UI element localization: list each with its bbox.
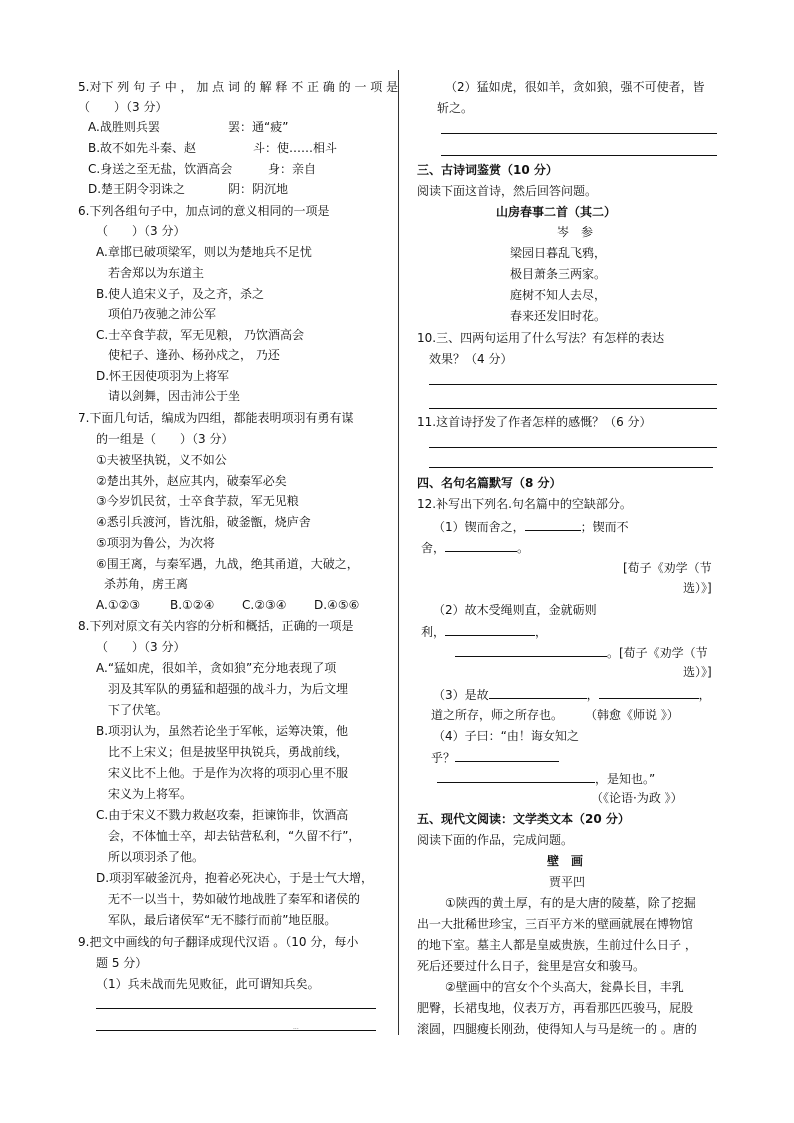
essay-author: 贾平凹 <box>549 875 586 889</box>
q5-option-a: A.战胜则兵罢 罢：通“疲” <box>88 120 289 134</box>
fill4-source: （《论语·为政 》） <box>591 791 683 805</box>
fill4-line2: 乎？ <box>431 747 559 767</box>
poem-author: 岑 参 <box>557 225 594 239</box>
q5-stem: 5.对下 列 句 子 中 ， 加 点 词 的 解 释 不 正 确 的 一 项 是 <box>78 80 399 94</box>
q5-paren: （ ）（3 分） <box>78 100 168 114</box>
fill3-blank-2[interactable] <box>599 684 699 699</box>
q9-answer-line-2[interactable] <box>96 1030 376 1031</box>
essay-p2-line2: 肥臀，长裙曳地，仪表万方，再看那匹匹骏马，屁股 <box>417 1001 694 1015</box>
q7-stem: 7.下面几句话，编成为四组，都能表明项羽有勇有谋 <box>78 411 354 425</box>
q10-answer-line-1[interactable] <box>429 384 717 385</box>
q7-item-5: ⑤项羽为鲁公，为次将 <box>96 536 215 550</box>
q8-option-d-1: D.项羽军破釜沉舟，抱着必死决心，于是士气大增， <box>96 871 374 885</box>
q5-option-b: B.故不如先斗秦、赵 斗：使……相斗 <box>88 141 338 155</box>
q9-stem2: 题 5 分） <box>96 956 148 970</box>
fill2-line2: 利， ， <box>421 621 547 641</box>
fill3-line2: 道之所存，师之所存也。 （韩愈《师说 》） <box>431 708 679 722</box>
fill1-source-1: [荀子《劝学（节 <box>623 561 712 575</box>
section5-title: 五、现代文阅读：文学类文本（20 分） <box>417 812 630 826</box>
q7-item-6: ⑥围王离，与秦军遇，九战，绝其甬道，大破之， <box>96 557 359 571</box>
fill3-line1: （3）是故 ， ， <box>433 684 711 704</box>
q7-item-1: ①夫被坚执锐，义不如公 <box>96 453 227 467</box>
q6-option-a-2: 若舍郑以为东道主 <box>108 266 205 280</box>
fill1-source-2: 选）》] <box>683 581 712 595</box>
q11-stem: 11.这首诗抒发了作者怎样的感慨？（6 分） <box>417 415 652 429</box>
fill2-line1: （2）故木受绳则直，金就砺则 <box>433 603 597 617</box>
fill1-blank-2[interactable] <box>445 537 517 552</box>
section5-intro: 阅读下面的作品，完成问题。 <box>417 833 574 847</box>
q6-option-d-1: D.怀王因使项羽为上将军 <box>96 369 230 383</box>
q7-item-3: ③今岁饥民贫，士卒食芋菽，军无见粮 <box>96 494 299 508</box>
q9-sub2-line2: 斩之。 <box>437 101 474 115</box>
q6-option-c-2: 使杞子、逢孙、杨孙戍之， 乃还 <box>108 348 280 362</box>
q8-option-b-2: 比不上宋义；但是披坚甲执锐兵，勇战前线， <box>108 745 349 759</box>
fill4-blank-2[interactable] <box>437 768 595 783</box>
fill1-blank-1[interactable] <box>525 516 581 531</box>
q8-option-b-1: B.项羽认为，虽然若论坐于军帐，运筹决策，他 <box>96 724 349 738</box>
q8-paren: （ ）（3 分） <box>96 640 186 654</box>
essay-p2-line3: 滚圆，四腿瘦长刚劲，使得知人与马是统一的 。唐的 <box>417 1022 697 1036</box>
poem-line-1: 梁园日暮乱飞鸦， <box>510 246 607 260</box>
fill3-blank-1[interactable] <box>489 684 587 699</box>
essay-p1-line4: 死后还要过什么日子，瓮里是宫女和骏马。 <box>417 959 646 973</box>
q10-answer-line-2[interactable] <box>429 408 717 409</box>
q9-answer-line-1[interactable] <box>96 1008 376 1009</box>
fill2-line3: 。[荀子《劝学（节 <box>455 642 708 662</box>
stray-mark: ... <box>293 1024 299 1031</box>
q11-answer-line-2[interactable] <box>429 467 713 468</box>
q8-option-b-4: 宋义为上将军。 <box>108 787 193 801</box>
fill4-line3: ，是知也。” <box>437 768 655 788</box>
q8-option-a-1: A.“猛如虎，很如羊，贪如狼”充分地表现了项 <box>96 661 337 675</box>
q7-choice-b: B.①②④ <box>170 598 215 612</box>
q6-option-c-1: C.士卒食芋菽，军无见粮， 乃饮酒高会 <box>96 328 305 342</box>
essay-title: 壁 画 <box>547 854 584 868</box>
fill2-blank-1[interactable] <box>445 621 535 636</box>
section3-intro: 阅读下面这首诗，然后回答问题。 <box>417 184 598 198</box>
section3-title: 三、古诗词鉴赏（10 分） <box>417 163 558 177</box>
q10-line1: 10.三、四两句运用了什么写法？有怎样的表达 <box>417 331 665 345</box>
q10-line2: 效果？（4 分） <box>429 352 513 366</box>
q7-choice-a: A.①②③ <box>96 598 141 612</box>
poem-line-3: 庭树不知人去尽， <box>510 288 607 302</box>
q5-option-c: C.身送之至无盐，饮酒高会 身：亲自 <box>88 162 317 176</box>
q6-option-a-1: A.章邯已破项梁军，则以为楚地兵不足忧 <box>96 245 312 259</box>
q6-stem: 6.下列各组句子中，加点词的意义相同的一项是 <box>78 204 330 218</box>
q9-sub2-line1: （2）猛如虎，很如羊，贪如狼，强不可使者，皆 <box>445 80 705 94</box>
q6-option-d-2: 请以剑舞，因击沛公于坐 <box>108 389 241 403</box>
poem-line-4: 春来还发旧时花。 <box>510 309 607 323</box>
essay-p1-line1: ①陕西的黄土厚，有的是大唐的陵墓，除了挖掘 <box>445 896 696 910</box>
fill1-line2: 舍， 。 <box>421 537 529 557</box>
q8-option-d-3: 军队，最后诸侯军“无不膝行而前”地臣服。 <box>108 913 337 927</box>
q11-answer-line-1[interactable] <box>429 447 717 448</box>
poem-title: 山房春事二首（其二） <box>496 205 617 219</box>
q6-paren: （ ）（3 分） <box>96 224 186 238</box>
q8-option-a-3: 下了伏笔。 <box>108 703 169 717</box>
q8-option-d-2: 无不一以当十，势如破竹地战胜了秦军和诸侯的 <box>108 892 361 906</box>
fill4-blank-1[interactable] <box>455 747 559 762</box>
q8-option-a-2: 羽及其军队的勇猛和超强的战斗力，为后文埋 <box>108 682 349 696</box>
q9-stem: 9.把文中画线的句子翻译成现代汉语 。（10 分，每小 <box>78 935 359 949</box>
fill2-source-2: 选）》] <box>683 665 712 679</box>
essay-p1-line2: 出一大批稀世珍宝，三百平方米的壁画就展在博物馆 <box>417 917 694 931</box>
section4-title: 四、名句名篇默写（8 分） <box>417 476 562 490</box>
q7-choice-d: D.④⑤⑥ <box>314 598 360 612</box>
q7-item-4: ④悉引兵渡河，皆沈船，破釜甑，烧庐舍 <box>96 515 311 529</box>
q8-option-c-3: 所以项羽杀了他。 <box>108 850 205 864</box>
q8-option-b-3: 宋义比不上他。于是作为次将的项羽心里不服 <box>108 766 349 780</box>
q8-stem: 8.下列对原文有关内容的分析和概括，正确的一项是 <box>78 619 354 633</box>
q9-sub1: （1）兵未战而先见败征，此可谓知兵矣。 <box>96 977 320 991</box>
fill4-line1: （4）子曰：“由！诲女知之 <box>433 729 579 743</box>
q9-sub2-answer-line-1[interactable] <box>441 133 717 134</box>
q7-choices <box>96 595 360 615</box>
q7-choice-c: C.②③④ <box>242 598 287 612</box>
column-divider <box>398 70 399 1035</box>
q12-stem: 12.补写出下列名.句名篇中的空缺部分。 <box>417 497 632 511</box>
essay-p2-line1: ②壁画中的宫女个个头高大，瓮鼻长目，丰乳 <box>445 980 684 994</box>
q6-option-b-1: B.使人追宋义子，及之齐，杀之 <box>96 287 265 301</box>
q7-item-2: ②楚出其外，赵应其内，破秦军必矣 <box>96 474 287 488</box>
q8-option-c-1: C.由于宋义不戮力救赵攻秦，拒谏饰非，饮酒高 <box>96 808 349 822</box>
q9-sub2-answer-line-2[interactable] <box>441 155 717 156</box>
fill2-blank-2[interactable] <box>455 642 607 657</box>
q8-option-c-2: 会，不体恤士卒，却去钻营私利，“久留不行”， <box>108 829 361 843</box>
q7-item-6-cont: 杀苏角，虏王离 <box>104 577 189 591</box>
q7-stem2: 的一组是（ ）（3 分） <box>96 432 234 446</box>
poem-line-2: 极目萧条三两家。 <box>510 267 607 281</box>
fill1-line1: （1）锲而舍之， ；锲而不 <box>433 516 629 536</box>
q5-option-d: D.楚王阴令羽诛之 阴：阴沉地 <box>88 182 289 196</box>
q6-option-b-2: 项伯乃夜驰之沛公军 <box>108 307 217 321</box>
essay-p1-line3: 的地下室。墓主人都是皇威贵族，生前过什么日子 ， <box>417 938 697 952</box>
